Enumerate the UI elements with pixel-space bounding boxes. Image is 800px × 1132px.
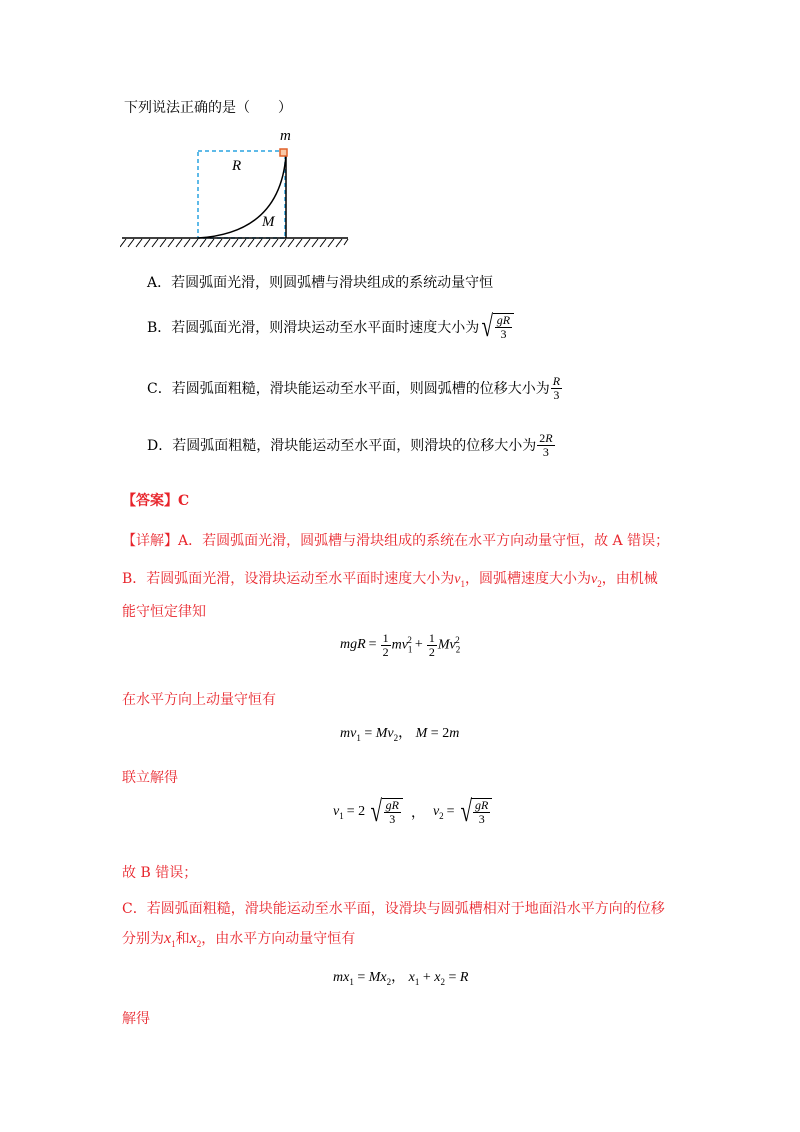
c-line2-part2: 和: [175, 931, 190, 947]
label-m: m: [280, 128, 291, 144]
label-M: M: [262, 214, 275, 230]
option-d-text: D．若圆弧面粗糙，滑块能运动至水平面，则滑块的位移大小为: [147, 438, 537, 455]
solve-text: 联立解得: [122, 770, 178, 786]
final-text: 解得: [122, 1011, 150, 1027]
b-line1-part2: ，圆弧槽速度大小为: [465, 571, 592, 587]
option-a: A．若圆弧面光滑，则圆弧槽与滑块组成的系统动量守恒: [147, 275, 494, 291]
b-line1-part1: B．若圆弧面光滑，设滑块运动至水平面时速度大小为: [122, 571, 455, 587]
var-x2: $x_2$: [189, 930, 202, 950]
answer-label: 【答案】C: [122, 493, 190, 509]
var-x1: $x_1$: [164, 930, 176, 950]
option-b-text: B．若圆弧面光滑，则滑块运动至水平面时速度大小为: [147, 320, 480, 336]
option-b: [147, 312, 514, 342]
displacement-equation: $mx_1 = Mx_2$， $x_1 + x_2 = R$: [333, 970, 469, 987]
option-d-formula: $\frac{2R}{3}$: [539, 431, 553, 459]
momentum-text: 在水平方向上动量守恒有: [122, 692, 276, 708]
var-v1: $v_1$: [454, 572, 466, 589]
option-c: [147, 375, 563, 401]
var-v2: $v_2$: [591, 572, 602, 589]
explanation-a: 【详解】A．若圆弧面光滑，圆弧槽与滑块组成的系统在水平方向动量守恒，故 A 错误；: [122, 533, 670, 549]
velocity-result: $v_1$ = 2 √ $\frac{gR}{3}$ ， $v_2$ = √ $\frac{gR}{3}$: [333, 797, 492, 827]
ground-hatching: [120, 239, 348, 247]
label-R: R: [232, 158, 242, 174]
explanation-c-line1: C．若圆弧面粗糙，滑块能运动至水平面，设滑块与圆弧槽相对于地面沿水平方向的位移: [122, 901, 665, 917]
explanation-c-line2: [122, 928, 355, 949]
question-stem: 下列说法正确的是（ ）: [124, 100, 292, 116]
explanation-b-line1: [122, 568, 658, 589]
option-b-formula: √ $\frac{gR}{3}$: [479, 312, 514, 342]
physics-figure: [120, 125, 355, 250]
b-line1-part3: ，由机械: [601, 571, 658, 587]
momentum-equation: $mv_1 = Mv_2$， M = 2m: [340, 726, 460, 743]
option-d: [147, 432, 556, 458]
c-line2-part3: ，由水平方向动量守恒有: [201, 931, 356, 947]
b-conclusion: 故 B 错误；: [122, 865, 198, 881]
option-c-formula: $\frac{R}{3}$: [552, 374, 561, 402]
explanation-b-line2: 能守恒定律知: [122, 604, 206, 620]
option-c-text: C．若圆弧面粗糙，滑块能运动至水平面，则圆弧槽的位移大小为: [147, 381, 550, 398]
c-line2-part1: 分别为: [122, 931, 164, 947]
energy-equation: mgR = $\frac{1}{2}$ $mv_1^2$ + $\frac{1}{2}$ $Mv_2^2$: [340, 631, 461, 659]
slider-block: [280, 149, 287, 156]
